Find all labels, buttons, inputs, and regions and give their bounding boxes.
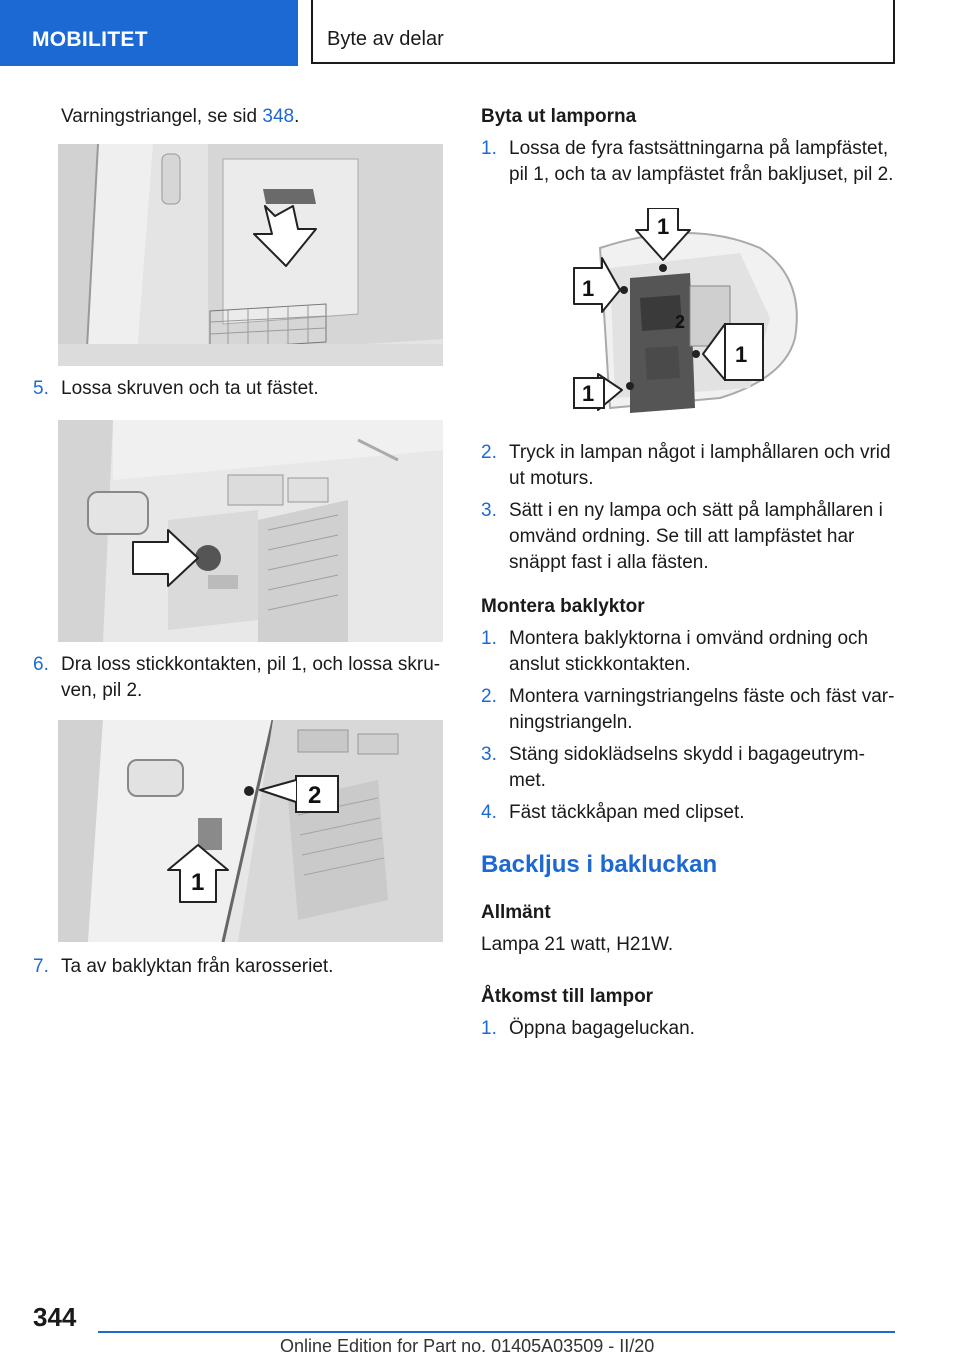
chapter-title: Byte av delar (311, 0, 895, 64)
step-text-line: Tryck in lampan något i lamphållaren och vrid (509, 442, 891, 463)
access-step-1 (481, 1016, 896, 1042)
step-text-line: met. (509, 770, 546, 791)
mount-step-1 (481, 626, 896, 678)
mount-heading: Montera baklyktor (481, 596, 645, 617)
figure-label: 1 (657, 214, 670, 239)
figure-label: 1 (582, 381, 595, 406)
step-text-line: Montera varningstriangelns fäste och fäst var‐ (509, 686, 895, 707)
reference-end: . (294, 106, 300, 127)
replace-lamps-heading: Byta ut lamporna (481, 106, 637, 127)
footer-divider (98, 1331, 895, 1333)
section-title: Backljus i bakluckan (481, 851, 718, 878)
reference-text: Varningstriangel, se sid (61, 106, 263, 127)
step-text-line: Montera baklyktorna i omvänd ordning och (509, 628, 869, 649)
figure-label: 1 (735, 342, 748, 367)
page-link[interactable]: 348 (262, 106, 295, 127)
step-text-line: ut moturs. (509, 468, 594, 489)
step-text-line: snäppt fast i alla fästen. (509, 552, 709, 573)
left-column (33, 104, 443, 980)
figure-lamp-holder (570, 208, 800, 430)
figure-label: 2 (675, 312, 686, 332)
step-5 (33, 376, 443, 402)
step-text-line: omvänd ordning. Se till att lampfästet har (509, 526, 855, 547)
mount-step-3 (481, 742, 896, 794)
replace-step-2 (481, 440, 896, 492)
figure-trunk-compartment (58, 144, 443, 366)
step-text-line: Dra loss stickkontakten, pil 1, och lossa skru‐ (61, 654, 441, 675)
step-text-line: Lossa de fyra fastsättningarna på lampfästet, (509, 138, 889, 159)
step-number: 6. (33, 654, 49, 675)
replace-step-3 (481, 498, 896, 576)
step-text: Öppna bagageluckan. (509, 1018, 695, 1039)
step-text: Lossa skruven och ta ut fästet. (61, 378, 319, 399)
step-number: 2. (481, 686, 497, 707)
step-number: 7. (33, 956, 49, 977)
step-number: 3. (481, 500, 497, 521)
step-text-line: ningstriangeln. (509, 712, 633, 733)
page-number: 344 (33, 1302, 77, 1332)
access-heading: Åtkomst till lampor (481, 986, 654, 1007)
step-text-line: Stäng sidoklädselns skydd i bagageutrym‐ (509, 744, 865, 765)
step-text-line: anslut stickkontakten. (509, 654, 691, 675)
step-number: 1. (481, 1018, 497, 1039)
replace-step-1 (481, 136, 896, 188)
figure-label: 1 (582, 276, 595, 301)
right-column (481, 104, 896, 1042)
step-7 (33, 954, 443, 980)
step-number: 1. (481, 628, 497, 649)
edition-footer: Online Edition for Part no. 01405A03509 - II/20 (280, 1336, 655, 1356)
figure-fastener-screw (58, 420, 443, 642)
step-number: 1. (481, 138, 497, 159)
step-text-line: Sätt i en ny lampa och sätt på lamphållaren i (509, 500, 883, 521)
step-number: 3. (481, 744, 497, 765)
figure-connector (58, 720, 443, 942)
mount-step-2 (481, 684, 896, 736)
step-text-line: ven, pil 2. (61, 680, 143, 701)
mount-step-4 (481, 800, 896, 826)
step-number: 4. (481, 802, 497, 823)
warning-triangle-reference (33, 104, 443, 130)
general-heading: Allmänt (481, 902, 551, 923)
step-6 (33, 652, 443, 704)
figure-label: 1 (191, 869, 205, 896)
section-tab: MOBILITET (0, 0, 298, 66)
figure-label: 2 (308, 782, 322, 809)
step-number: 5. (33, 378, 49, 399)
step-text-line: pil 1, och ta av lampfästet från bakljuset, pil 2. (509, 164, 894, 185)
step-number: 2. (481, 442, 497, 463)
step-text: Ta av baklyktan från karosseriet. (61, 956, 334, 977)
general-text: Lampa 21 watt, H21W. (481, 934, 674, 955)
step-text: Fäst täckkåpan med clipset. (509, 802, 745, 823)
